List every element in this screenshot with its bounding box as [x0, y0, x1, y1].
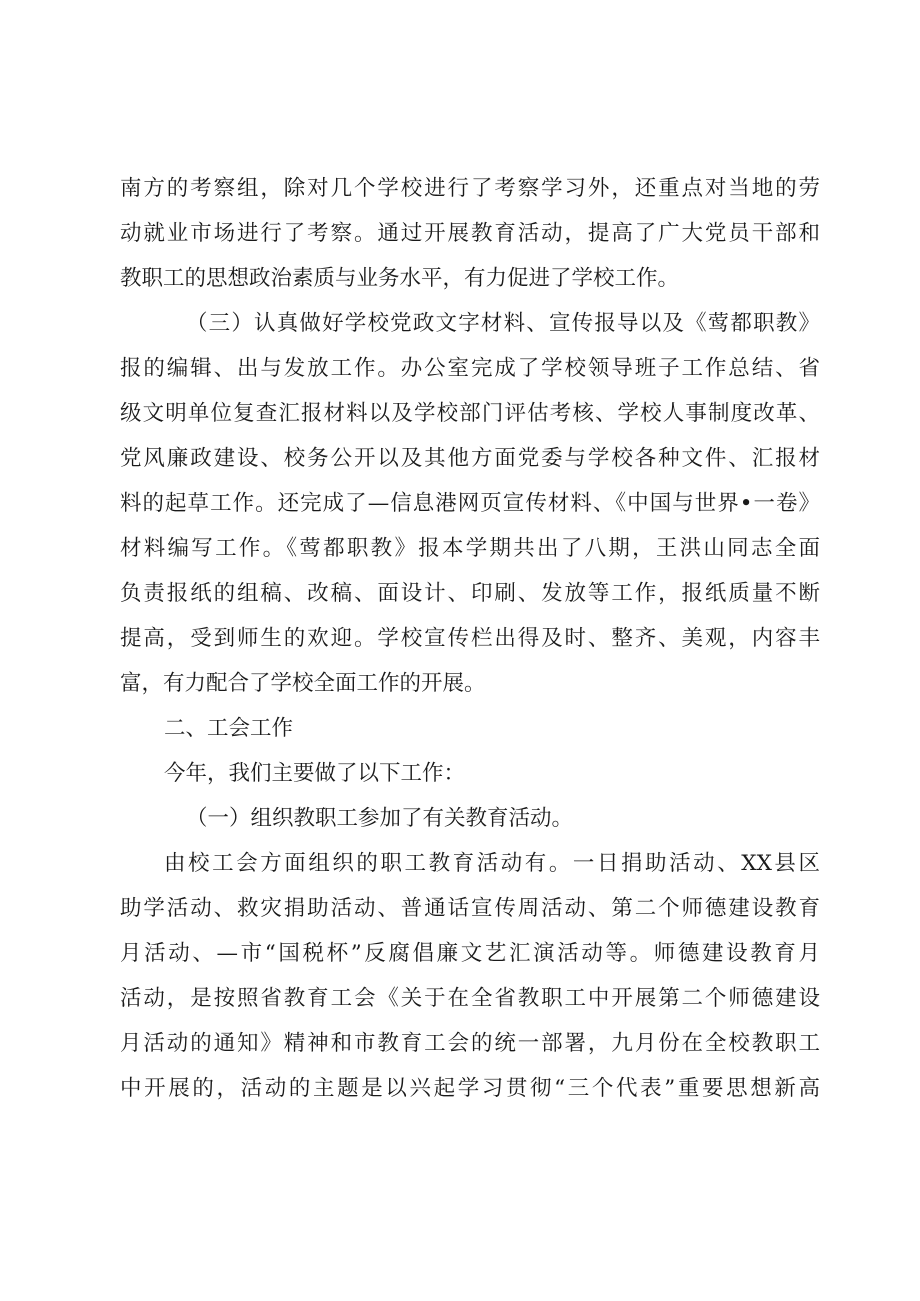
text-line: 党风廉政建设、校务公开以及其他方面党委与学校各种文件、汇报材 — [120, 446, 820, 471]
text-line: 由校工会方面组织的职工教育活动有。一日捐助活动、XX县区 — [164, 851, 820, 876]
text-line: 级文明单位复查汇报材料以及学校部门评估考核、学校人事制度改革、 — [120, 401, 820, 426]
text-line: （三）认真做好学校党政文字材料、宣传报导以及《莺都职教》 — [186, 311, 820, 336]
text-line: 报的编辑、出与发放工作。办公室完成了学校领导班子工作总结、省 — [120, 356, 820, 381]
text-line: 活动，是按照省教育工会《关于在全省教职工中开展第二个师德建设 — [120, 986, 820, 1011]
text-line: 负责报纸的组稿、改稿、面设计、印刷、发放等工作，报纸质量不断 — [120, 581, 820, 606]
text-line: 助学活动、救灾捐助活动、普通话宣传周活动、第二个师德建设教育 — [120, 896, 820, 921]
section-heading: 二、工会工作 — [164, 716, 294, 741]
text-line: 富，有力配合了学校全面工作的开展。 — [120, 671, 486, 696]
paragraph-1 — [120, 166, 820, 301]
sub-heading: （一）组织教职工参加了有关教育活动。 — [186, 806, 574, 831]
text-line: 月活动的通知》精神和市教育工会的统一部署，九月份在全校教职工 — [120, 1031, 820, 1056]
paragraph-3 — [120, 841, 820, 1111]
text-line: 教职工的思想政治素质与业务水平，有力促进了学校工作。 — [120, 266, 680, 291]
text-line: 提高，受到师生的欢迎。学校宣传栏出得及时、整齐、美观，内容丰 — [120, 626, 820, 651]
text-line: 材料编写工作。《莺都职教》报本学期共出了八期，王洪山同志全面 — [120, 536, 820, 561]
text-line: 中开展的，活动的主题是以兴起学习贯彻“三个代表”重要思想新高 — [120, 1076, 820, 1101]
text-line: 料的起草工作。还完成了—信息港网页宣传材料、《中国与世界•一卷》 — [120, 491, 820, 516]
text-line: 月活动、—市“国税杯”反腐倡廉文艺汇演活动等。师德建设教育月 — [120, 941, 820, 966]
text-line: 动就业市场进行了考察。通过开展教育活动，提高了广大党员干部和 — [120, 221, 820, 246]
text-line: 南方的考察组，除对几个学校进行了考察学习外，还重点对当地的劳 — [120, 176, 820, 201]
intro-line: 今年，我们主要做了以下工作： — [164, 761, 466, 786]
document-body — [120, 166, 820, 1111]
paragraph-2 — [120, 301, 820, 706]
